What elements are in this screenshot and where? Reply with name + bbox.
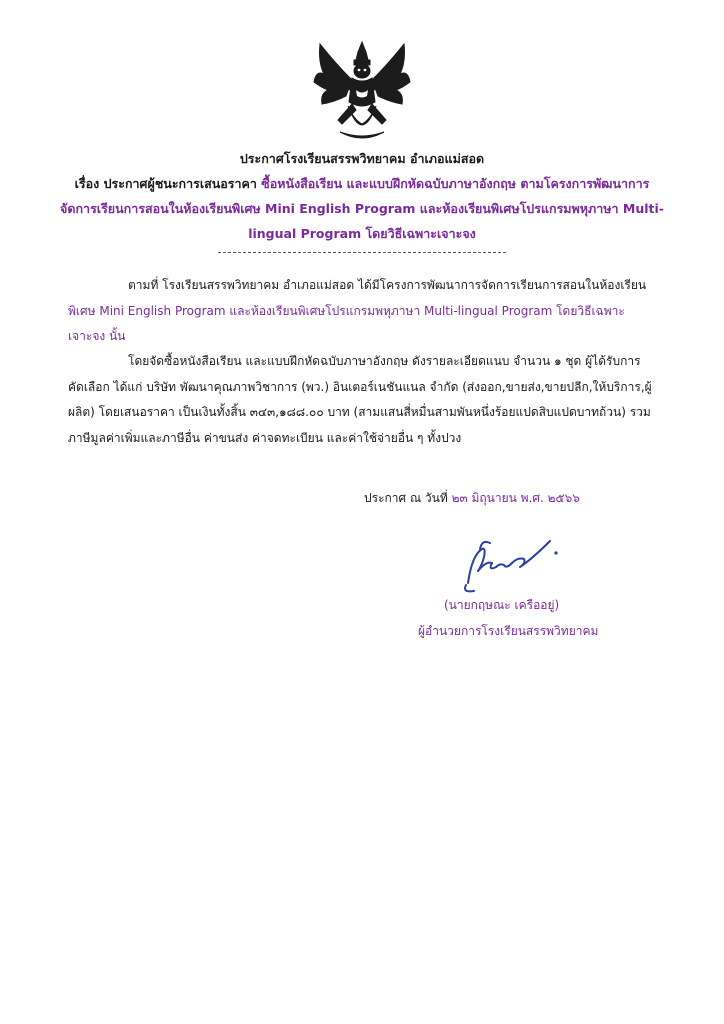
paragraph-2-line-4: ภาษีมูลค่าเพิ่มและภาษีอื่น ค่าขนส่ง ค่าจดทะเบียน และค่าใช้จ่ายอื่น ๆ ทั้งปวง [68,430,462,445]
announcement-date [364,488,580,508]
paragraph-1-line-2: พิเศษ Mini English Program และห้องเรียนพิเศษโปรแกรมพหุภาษา Multi-lingual Program โดยวิธีเฉพาะ [68,303,625,318]
handwritten-signature-icon [452,535,562,595]
paragraph-2-line-1: โดยจัดซื้อหนังสือเรียน และแบบฝึกหัดฉบับภาษาอังกฤษ ดังรายละเอียดแนบ จำนวน ๑ ชุด ผู้ได้รับการ [128,354,641,368]
signatory-name: (นายกฤษณะ เครืออยู่) [444,598,560,612]
paragraph-1-line-1: ตามที่ โรงเรียนสรรพวิทยาคม อำเภอแม่สอด ได้มีโครงการพัฒนาการจัดการเรียนการสอนในห้องเรียน [128,278,647,292]
separator-line [218,252,506,253]
subject-text: ซื้อหนังสือเรียน และแบบฝึกหัดฉบับภาษาอังกฤษ ตามโครงการพัฒนาการ [261,176,650,191]
signatory-position: ผู้อำนวยการโรงเรียนสรรพวิทยาคม [418,624,599,638]
announcement-title: ประกาศโรงเรียนสรรพวิทยาคม อำเภอแม่สอด [239,151,485,166]
subject-line-3: lingual Program โดยวิธีเฉพาะเจาะจง [248,226,476,241]
paragraph-1 [68,273,656,350]
announcement-heading [60,146,664,246]
garuda-emblem-icon [312,40,412,144]
paragraph-2-line-2: คัดเลือก ได้แก่ บริษัท พัฒนาคุณภาพวิชาการ (พว.) อินเตอร์เนชันแนล จำกัด (ส่งออก,ขายส่ง,ขายปลีก,ให้บริการ,ผู้ [68,379,652,394]
paragraph-2-line-3: ผลิต) โดยเสนอราคา เป็นเงินทั้งสิ้น ๓๔๓,๑๘๘.๐๐ บาท (สามแสนสี่หมื่นสามพันหนึ่งร้อยแปดสิบแปดบาทถ้วน) รวม [68,405,651,419]
paragraph-2 [68,349,656,451]
subject-line-2: จัดการเรียนการสอนในห้องเรียนพิเศษ Mini English Program และห้องเรียนพิเศษโปรแกรมพหุภาษา Multi- [60,201,664,216]
subject-line-1 [60,171,664,196]
date-value: ๒๓ มิถุนายน พ.ศ. ๒๕๖๖ [451,491,580,505]
paragraph-1-line-3: เจาะจง นั้น [68,329,126,343]
date-label: ประกาศ ณ วันที่ [364,491,448,505]
subject-lead: เรื่อง ประกาศผู้ชนะการเสนอราคา [74,176,257,191]
